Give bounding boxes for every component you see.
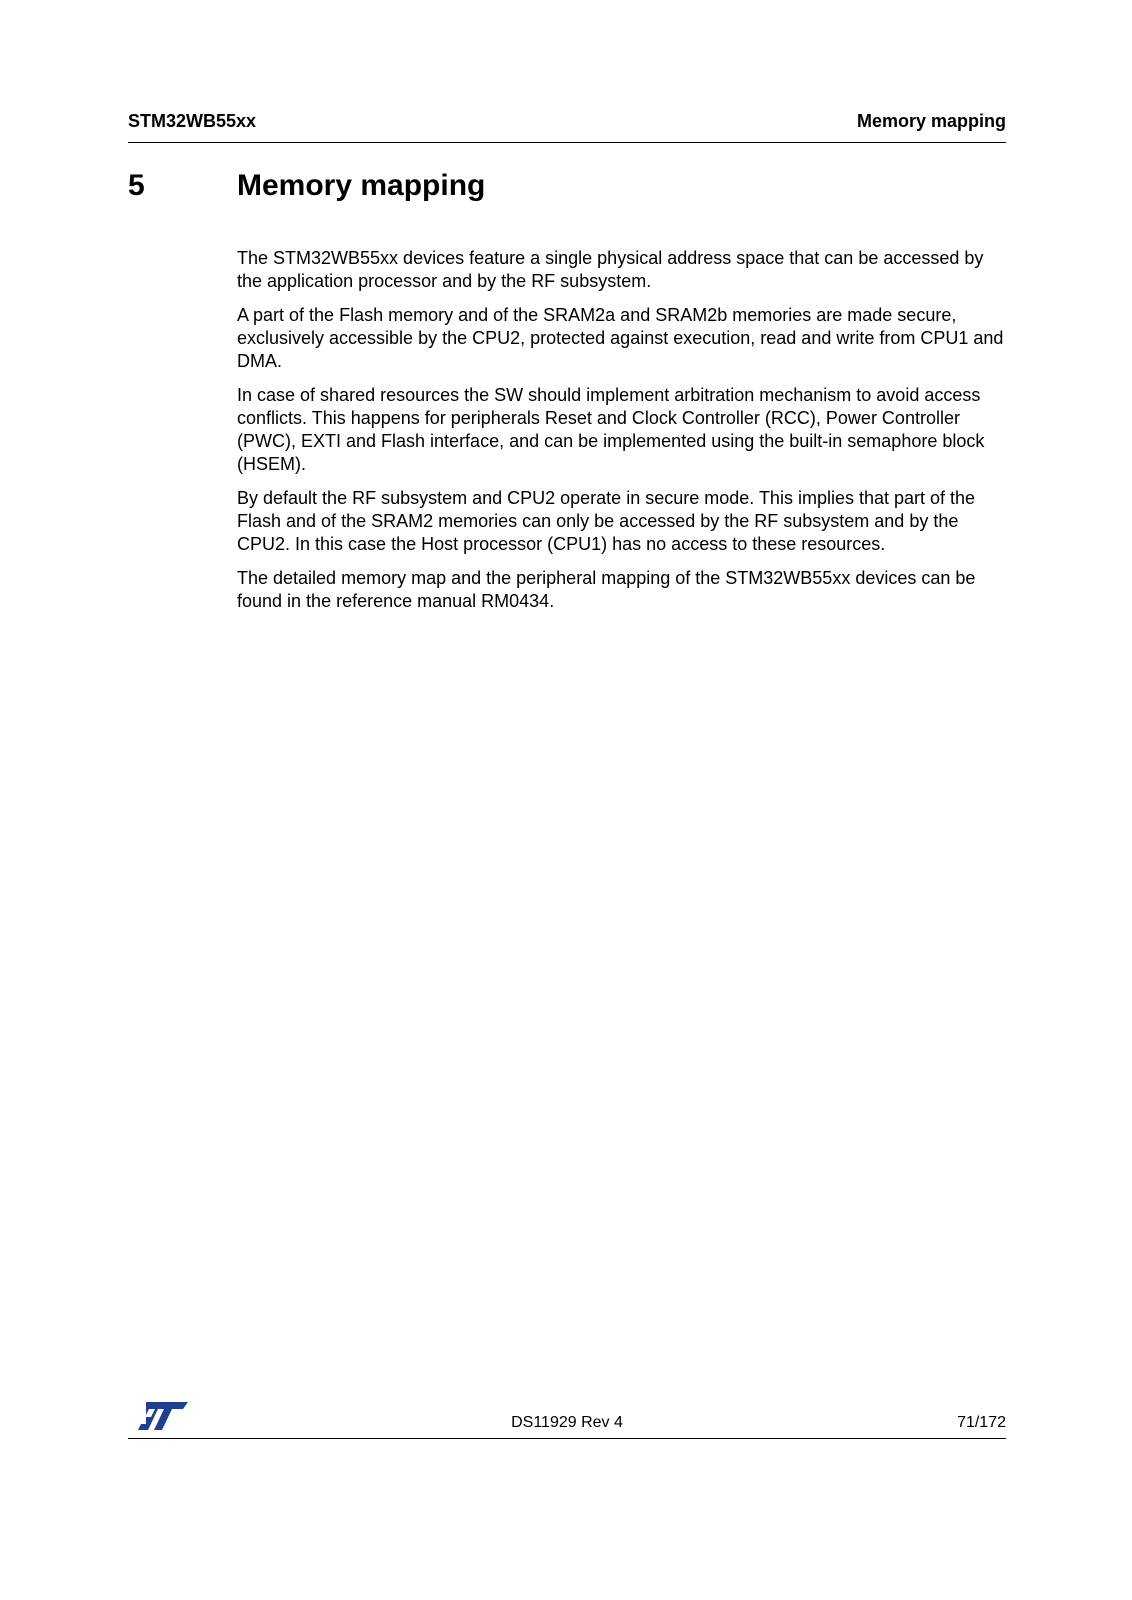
paragraph-secure-mode: By default the RF subsystem and CPU2 operate in secure mode. This implies that part of the Flash and of the SRAM2 memories can only be accessed by the RF subsystem and by the CPU2. In this case the Host processor (CPU1) has no access to these resources. bbox=[237, 488, 976, 554]
header-product-name: STM32WB55xx bbox=[128, 111, 257, 131]
paragraph-address-space: The STM32WB55xx devices feature a single physical address space that can be accessed by the application processor and by the RF subsystem. bbox=[237, 248, 984, 291]
page-footer bbox=[128, 1400, 1006, 1439]
section-number: 5 bbox=[128, 169, 145, 202]
footer-page-number: 71/172 bbox=[957, 1414, 1006, 1431]
section-body bbox=[237, 247, 1007, 624]
footer-doc-id: DS11929 Rev 4 bbox=[511, 1414, 623, 1431]
paragraph-secure-memory: A part of the Flash memory and of the SRAM2a and SRAM2b memories are made secure, exclusively accessible by the CPU2, protected against execution, read and write from CPU1 and DMA. bbox=[237, 305, 1004, 371]
paragraph-reference-manual: The detailed memory map and the peripheral mapping of the STM32WB55xx devices can be found in the reference manual RM0434. bbox=[237, 568, 976, 611]
paragraph-shared-resources: In case of shared resources the SW should implement arbitration mechanism to avoid access conflicts. This happens for peripherals Reset and Clock Controller (RCC), Power Controller (PWC), EXTI and Flash interface, and can be implemented using the built-in semaphore block (HSEM). bbox=[237, 385, 985, 474]
header-section-name: Memory mapping bbox=[856, 111, 1006, 131]
page-header bbox=[128, 110, 1006, 143]
section-title: Memory mapping bbox=[237, 169, 486, 202]
